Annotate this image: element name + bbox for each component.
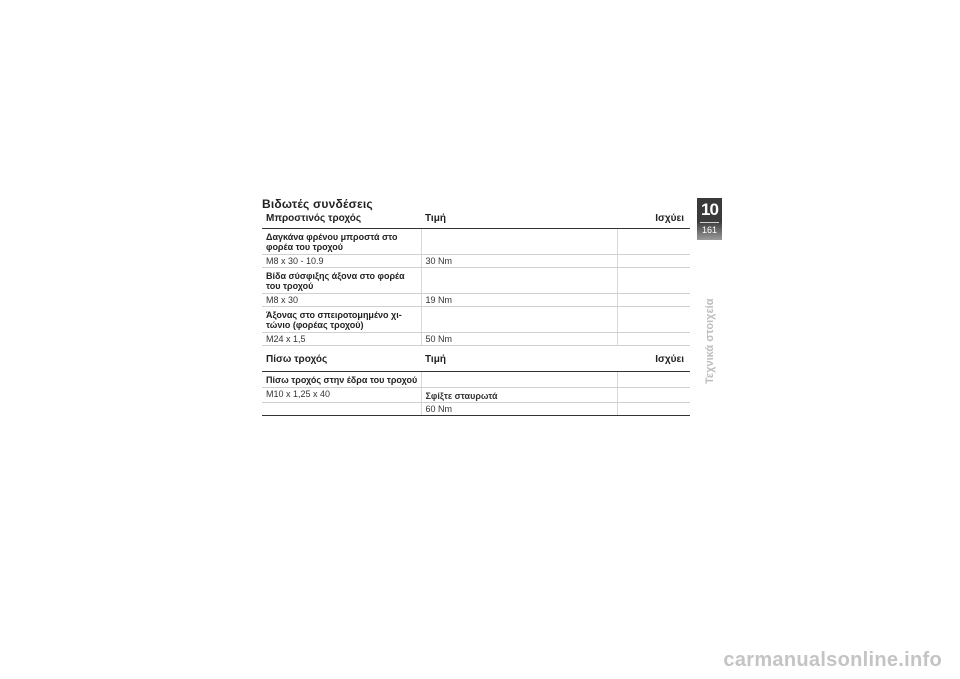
row-spec: M24 x 1,5 (262, 333, 421, 346)
header-column-1: Μπροστινός τροχός (262, 210, 421, 229)
table-row (262, 388, 690, 403)
table-row (262, 372, 690, 388)
chapter-tab (697, 198, 722, 240)
header-column-3: Ισχύει (617, 346, 690, 372)
chapter-divider (700, 222, 719, 223)
watermark: carmanualsonline.info (723, 649, 942, 671)
table-row (262, 403, 690, 416)
table-row (262, 229, 690, 255)
row-note: Σφίξτε σταυρωτά (421, 388, 617, 403)
table-row (262, 255, 690, 268)
table-row (262, 268, 690, 294)
table-row (262, 333, 690, 346)
row-spec: M8 x 30 - 10.9 (262, 255, 421, 268)
row-label: Βίδα σύσφιξης άξονα στο φορέα του τροχού (262, 268, 421, 294)
chapter-label: Τεχνικά στοιχεία (704, 298, 716, 384)
header-column-2: Τιμή (421, 346, 617, 372)
header-column-3: Ισχύει (617, 210, 690, 229)
row-value: 30 Nm (421, 255, 617, 268)
row-spec: M10 x 1,25 x 40 (262, 388, 421, 403)
header-column-2: Τιμή (421, 210, 617, 229)
table-header-rear (262, 346, 690, 372)
row-label: Άξονας στο σπειροτομημένο χι-τώνιο (φορέας τροχού) (262, 307, 421, 333)
row-value: 60 Nm (421, 403, 617, 416)
table-row (262, 294, 690, 307)
row-label: Πίσω τροχός στην έδρα του τροχού (262, 372, 421, 388)
table-header-front (262, 210, 690, 229)
header-column-1: Πίσω τροχός (262, 346, 421, 372)
section-title: Βιδωτές συνδέσεις (262, 197, 373, 211)
table-row (262, 307, 690, 333)
row-spec: M8 x 30 (262, 294, 421, 307)
chapter-number: 10 (701, 200, 718, 219)
row-label: Δαγκάνα φρένου μπροστά στο φορέα του τροχού (262, 229, 421, 255)
page-number: 161 (701, 225, 718, 235)
row-value: 19 Nm (421, 294, 617, 307)
torque-table (262, 210, 690, 416)
row-value: 50 Nm (421, 333, 617, 346)
